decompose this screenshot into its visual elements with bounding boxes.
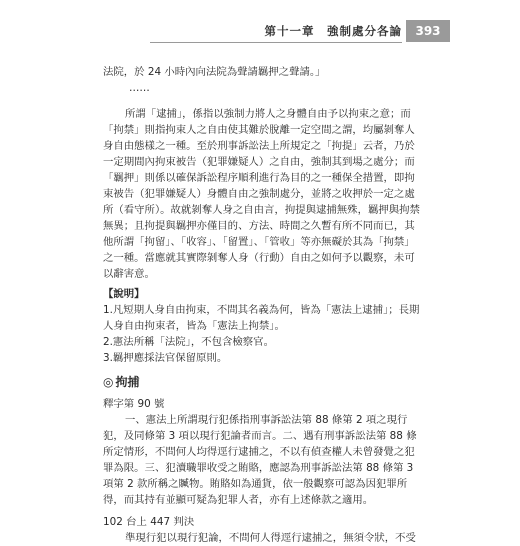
section-title: 拘捕: [115, 375, 140, 389]
explanation-item-2: 2.憲法所稱「法院」，不包含檢察官。: [103, 336, 274, 348]
paragraph-judgment: 準現行犯以現行犯論，不問何人得逕行逮捕之，無須令狀，不受: [125, 532, 416, 544]
section-heading: [103, 374, 423, 390]
ellipsis: ……: [129, 82, 150, 94]
explanation-label: 【說明】: [103, 288, 145, 300]
bullseye-icon: ◎: [103, 375, 114, 389]
case-reference-2: 102 台上 447 判決: [103, 516, 195, 528]
header-divider: [150, 42, 402, 43]
paragraph-interpretation: 一、憲法上所謂現行犯係指刑事訴訟法第 88 條第 2 項之現行犯，及同條第 3 項以現行犯論者而言。二、遇有刑事訴訟法第 88 條所定情形，不問何人均得逕行逮捕之，不以有偵查權人未曾發覺之犯罪為限。三、犯瀆職罪收受之賄賂，應認為刑事訴訟法第 88 條第 3 項第 2 款所稱之贓物。賄賂如為通貨，依一般觀察可認為因犯罪所得，而其持有並顯可疑為犯罪人者，亦有上述條款之適用。: [103, 414, 417, 506]
continued-line: 法院，於 24 小時內向法院為聲請羈押之聲請。」: [103, 66, 326, 78]
explanation-item-3: 3.羈押應採法官保留原則。: [103, 352, 228, 364]
chapter-title: 第十一章 強制處分各論: [264, 24, 402, 38]
running-header: [150, 12, 450, 46]
paragraph-definition: 所謂「逮捕」，係指以強制力將人之身體自由予以拘束之意；而「拘禁」則指拘束人之自由使其難於脫離一定空間之謂，均屬剝奪人身自由態樣之一種。至於刑事訴訟法上所規定之「拘提」云者，乃於一定期間內拘束被告（犯罪嫌疑人）之自由，強制其到場之處分；而「羈押」則係以確保訴訟程序順利進行為目的之一種保全措置，即拘束被告（犯罪嫌疑人）身體自由之強制處分，並將之收押於一定之處所（看守所）。故就剝奪人身之自由言，拘提與逮捕無殊，羈押與拘禁無異；且拘提與羈押亦僅目的、方法、時間之久暫有所不同而已，其他所謂「拘留」、「收容」、「留置」、「管收」等亦無礙於其為「拘禁」之一種。當應就其實際剝奪人身（行動）自由之如何予以觀察，未可以辭害意。: [103, 108, 420, 280]
page-content: [103, 64, 423, 546]
page-number: 393: [406, 20, 450, 42]
case-reference-1: 釋字第 90 號: [103, 398, 165, 410]
explanation-item-1: 1.凡短期人身自由拘束，不問其名義為何，皆為「憲法上逮捕」；長期人身自由拘束者，皆為「憲法上拘禁」。: [103, 304, 420, 332]
